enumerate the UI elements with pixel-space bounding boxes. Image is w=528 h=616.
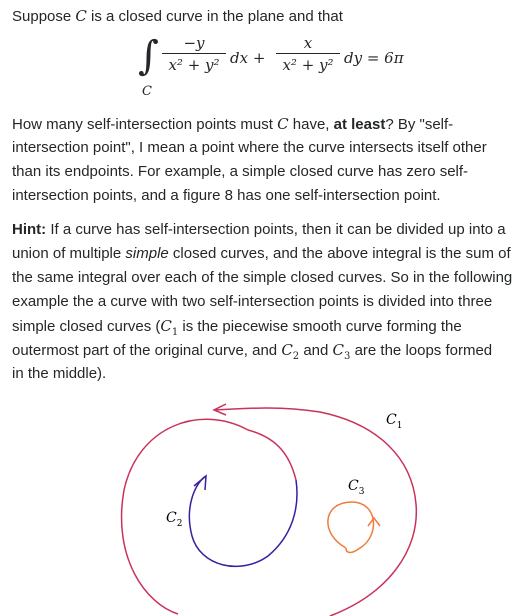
fraction-1: [162, 34, 226, 74]
hint-c2-subscript: 2: [292, 351, 300, 362]
hint-line-5-suffix: is the piecewise smooth curve forming the: [178, 318, 462, 335]
hint-line-2-suffix: closed curves, and the above integral is the sum of: [168, 245, 511, 262]
question-mid: have,: [288, 116, 334, 133]
curve-symbol: C: [75, 7, 87, 25]
question-line-1: [12, 112, 453, 137]
hint-line-6-and: and: [299, 342, 333, 359]
hint-label: Hint:: [12, 221, 47, 238]
integral-sign: ∫: [138, 33, 159, 79]
question-curve-symbol: C: [277, 115, 289, 133]
question-suffix: ? By "self-: [385, 116, 454, 133]
fraction-1-bar: [162, 53, 226, 54]
hint-c3-symbol: C: [332, 341, 345, 359]
line-integral-equation: [138, 30, 438, 106]
hint-line-5-prefix: simple closed curves (: [12, 318, 161, 335]
fraction-2-denominator: x² + y²: [282, 56, 334, 74]
hint-c1-subscript: 1: [171, 327, 179, 338]
hint-line-1: [12, 218, 506, 242]
fraction-1-denominator: x² + y²: [168, 56, 220, 74]
dx-term: dx +: [230, 49, 266, 67]
hint-line-4: example the a curve with two self-intersection points is divided into three: [12, 293, 493, 310]
hint-emphasis-simple: simple: [125, 245, 169, 262]
hint-c1-symbol: C: [160, 317, 172, 335]
intro-suffix: is a closed curve in the plane and that: [86, 8, 343, 25]
hint-line-2-prefix: union of multiple: [12, 245, 126, 262]
integral-subscript: C: [142, 84, 152, 99]
question-bold-at-least: at least: [333, 116, 386, 133]
c3-loop: [328, 502, 374, 553]
question-line-2: intersection point", I mean a point where the curve intersects itself other: [12, 139, 487, 156]
curve-decomposition-figure: [0, 398, 528, 616]
hint-line-3: the same integral over each of the simple closed curves. So in the following: [12, 269, 513, 286]
dy-equals-term: dy = 6π: [344, 49, 404, 67]
hint-line-6-suffix: are the loops formed: [350, 342, 493, 359]
hint-line-1-rest: If a curve has self-intersection points, then it can be divided up into a: [46, 221, 506, 238]
hint-line-2: [12, 242, 511, 266]
label-c1: $C_1$: [386, 412, 403, 431]
hint-c3-subscript: 3: [344, 351, 351, 362]
intro-line: [12, 4, 343, 29]
question-line-4: intersection points, and a figure 8 has one self-intersection point.: [12, 187, 441, 204]
fraction-2: [276, 34, 340, 74]
label-c3: $C_3$: [348, 478, 365, 497]
intro-prefix: Suppose: [12, 8, 76, 25]
fraction-2-numerator: x: [303, 34, 313, 52]
question-prefix: How many self-intersection points must: [12, 116, 278, 133]
hint-line-6-prefix: outermost part of the original curve, and: [12, 342, 282, 359]
hint-line-7: in the middle).: [12, 365, 107, 382]
hint-c2-symbol: C: [281, 341, 293, 359]
fraction-1-numerator: −y: [183, 34, 205, 52]
label-c2: $C_2$: [166, 510, 183, 529]
question-line-3: than its endpoints. For example, a simple closed curve has zero self-: [12, 163, 469, 180]
fraction-2-bar: [276, 53, 340, 54]
